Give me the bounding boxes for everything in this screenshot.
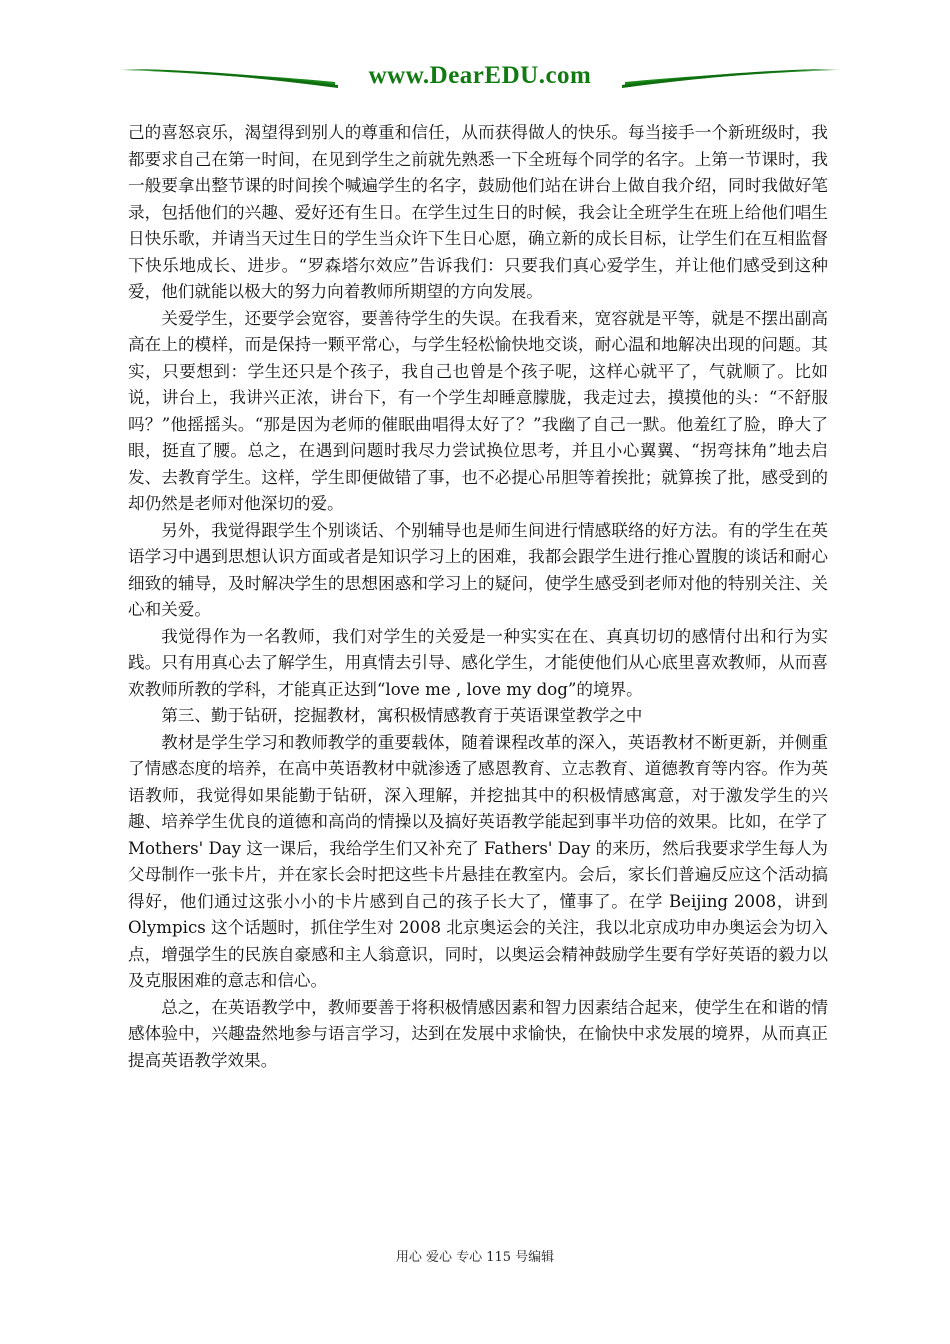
paragraph: 总之，在英语教学中，教师要善于将积极情感因素和智力因素结合起来，使学生在和谐的情感体验中，兴趣盎然地参与语言学习，达到在发展中求愉快，在愉快中求发展的境界，从而真正提高英语教学效果。 <box>128 997 828 1070</box>
paragraph: 关爱学生，还要学会宽容，要善待学生的失误。在我看来，宽容就是平等，就是不摆出副高高在上的模样，而是保持一颗平常心，与学生轻松愉快地交谈，耐心温和地解决出现的问题。其实，只要想到：学生还只是个孩子，我自己也曾是个孩子呢，这样心就平了，气就顺了。比如说，讲台上，我讲兴正浓，讲台下，有一个学生却睡意朦胧，我走过去，摸摸他的头：“不舒服吗？”他摇摇头。“那是因为老师的催眠曲唱得太好了？”我幽了自己一默。他羞红了脸，睁大了眼，挺直了腰。总之，在遇到问题时我尽力尝试换位思考，并且小心翼翼、“拐弯抹角”地去启发、去教育学生。这样，学生即便做错了事，也不必提心吊胆等着挨批；就算挨了批，感受到的却仍然是老师对他深切的爱。 <box>128 308 828 513</box>
paragraph: 教材是学生学习和教师教学的重要载体，随着课程改革的深入，英语教材不断更新，并侧重了情感态度的培养，在高中英语教材中就渗透了感恩教育、立志教育、道德教育等内容。作为英语教师，我觉得如果能勤于钻研，深入理解，并挖拙其中的积极情感寓意，对于激发学生的兴趣、培养学生优良的道德和高尚的情操以及搞好英语教学能起到事半功倍的效果。比如，在学了 Mothers' Day 这一课后，我给学生们又补充了 Fathers' Day 的来历，然后我要求学生每人为父母制作一张卡片，并在家长会时把这些卡片悬挂在教室内。会后，家长们普遍反应这个活动搞得好，他们通过这张小小的卡片感到自己的孩子长大了，懂事了。在学 Beijing 2008，讲到 Olympics 这个话题时，抓住学生对 2008 北京奥运会的关注，我以北京成功申办奥运会为切入点，增强学生的民族自豪感和主人翁意识，同时，以奥运会精神鼓励学生要有学好英语的毅力以及克服困难的意志和信心。 <box>128 732 828 990</box>
section-heading: 第三、勤于钻研，挖掘教材，寓积极情感教育于英语课堂教学之中 <box>161 706 643 725</box>
paragraph: 我觉得作为一名教师，我们对学生的关爱是一种实实在在、真真切切的感情付出和行为实践。只有用真心去了解学生，用真情去引导、感化学生，才能使他们从心底里喜欢教师，从而喜欢教师所教的学科，才能真正达到“love me , love my dog”的境界。 <box>128 626 828 699</box>
paragraph: 另外，我觉得跟学生个别谈话、个别辅导也是师生间进行情感联络的好方法。有的学生在英语学习中遇到思想认识方面或者是知识学习上的困难，我都会跟学生进行推心置腹的谈话和耐心细致的辅导，及时解决学生的思想困惑和学习上的疑问，使学生感受到老师对他的特别关注、关心和关爱。 <box>128 520 828 619</box>
site-url-logo: www.DearEDU.com <box>368 62 592 89</box>
page-header <box>120 58 840 98</box>
page-footer: 用心 爱心 专心 115 号编辑 <box>395 1250 555 1265</box>
article-body <box>128 120 828 1074</box>
paragraph: 己的喜怒哀乐，渴望得到别人的尊重和信任，从而获得做人的快乐。每当接手一个新班级时，我都要求自己在第一时间，在见到学生之前就先熟悉一下全班每个同学的名字。上第一节课时，我一般要拿出整节课的时间挨个喊遍学生的名字，鼓励他们站在讲台上做自我介绍，同时我做好笔录，包括他们的兴趣、爱好还有生日。在学生过生日的时候，我会让全班学生在班上给他们唱生日快乐歌，并请当天过生日的学生当众许下生日心愿，确立新的成长目标，让学生们在互相监督下快乐地成长、进步。“罗森塔尔效应”告诉我们：只要我们真心爱学生，并让他们感受到这种爱，他们就能以极大的努力向着教师所期望的方向发展。 <box>128 123 828 301</box>
